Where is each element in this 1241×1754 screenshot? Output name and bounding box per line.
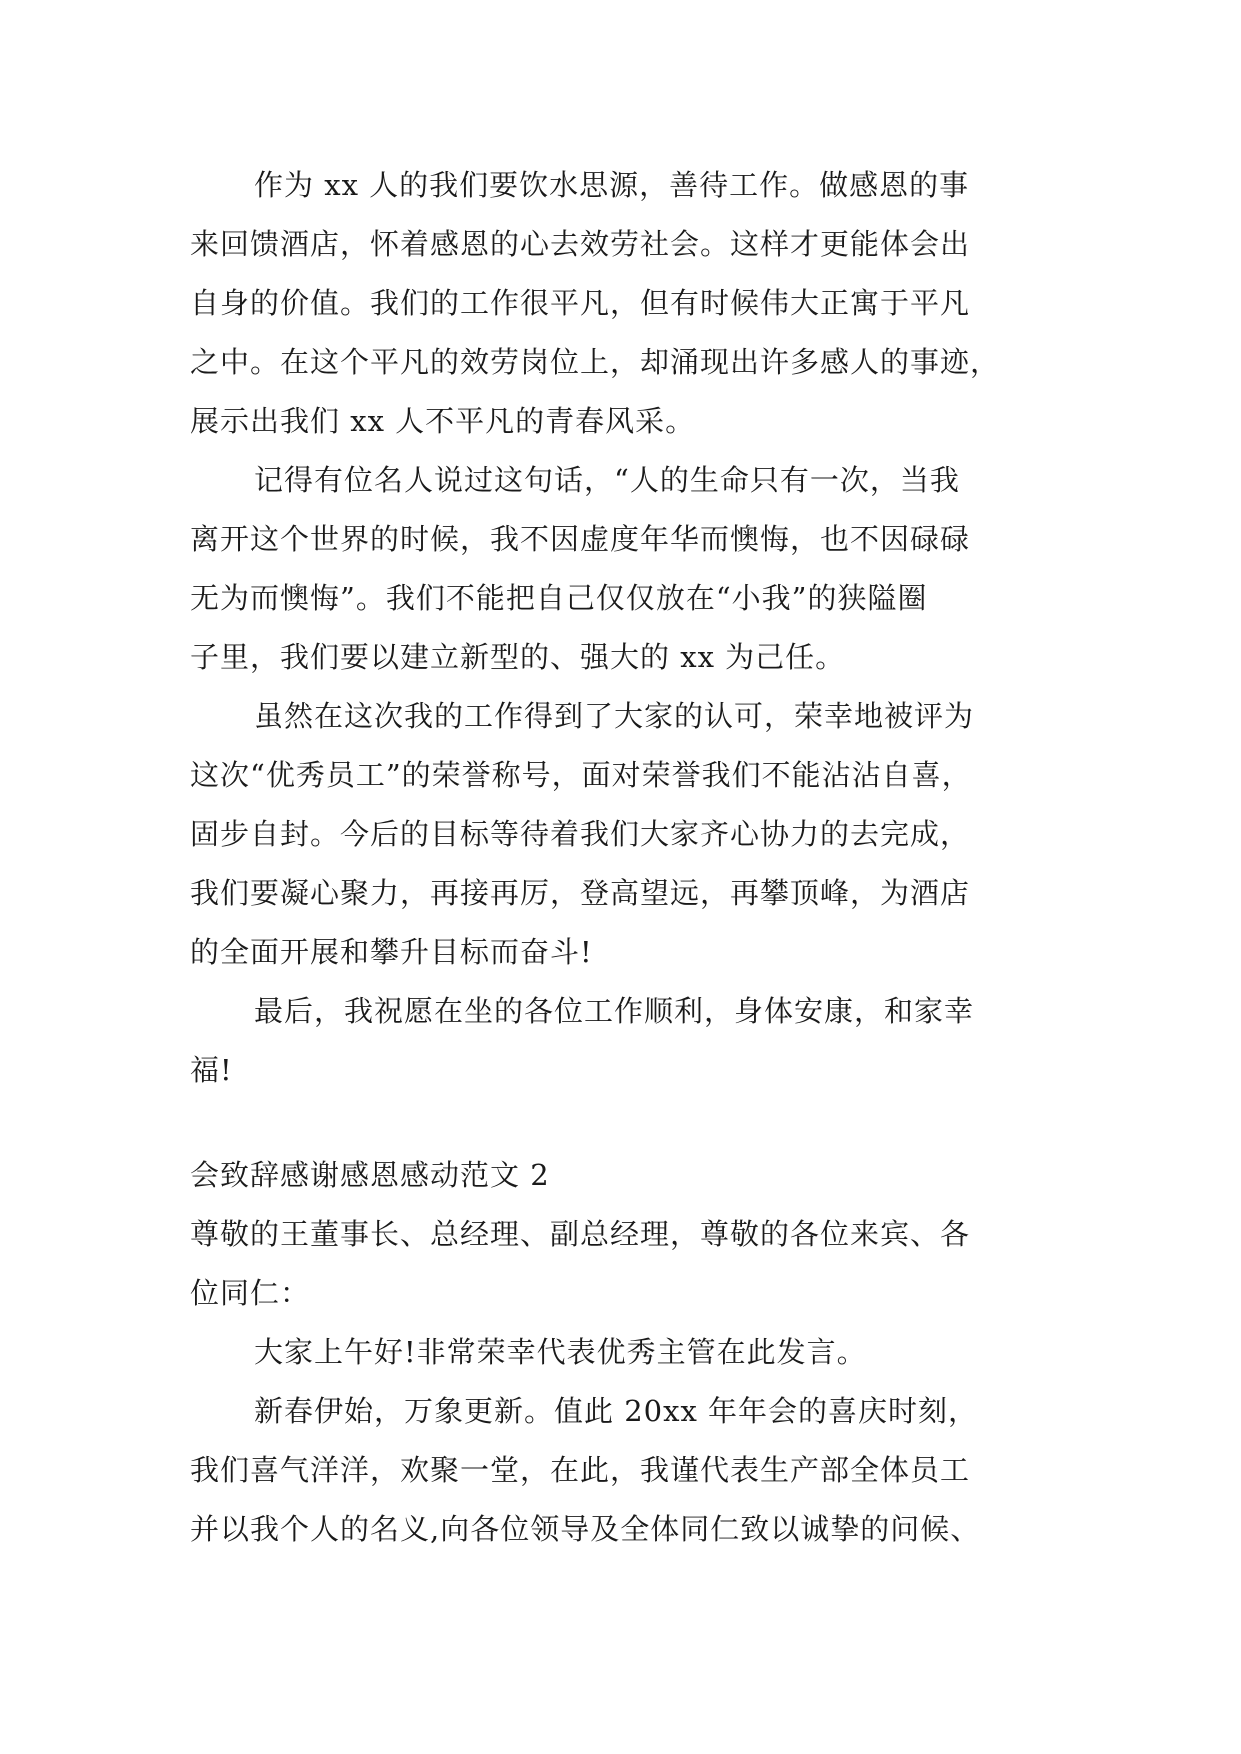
text-line: 离开这个世界的时候，我不因虚度年华而懊悔，也不因碌碌 (190, 522, 971, 556)
text-line: 这次“优秀员工”的荣誉称号，面对荣誉我们不能沾沾自喜， (190, 758, 972, 792)
text-line: 虽然在这次我的工作得到了大家的认可，荣幸地被评为 (254, 699, 975, 733)
text-line: 福! (190, 1053, 233, 1087)
text-line: 来回馈酒店，怀着感恩的心去效劳社会。这样才更能体会出 (190, 227, 971, 261)
text-line: 新春伊始，万象更新。值此 20xx 年年会的喜庆时刻， (254, 1394, 979, 1428)
text-line: 固步自封。今后的目标等待着我们大家齐心协力的去完成， (190, 817, 971, 851)
text-line: 并以我个人的名义,向各位领导及全体同仁致以诚挚的问候、 (190, 1512, 981, 1546)
text-line: 大家上午好!非常荣幸代表优秀主管在此发言。 (254, 1335, 867, 1369)
text-line: 位同仁： (190, 1276, 311, 1310)
text-line: 子里，我们要以建立新型的、强大的 xx 为己任。 (190, 640, 846, 674)
text-line: 记得有位名人说过这句话，“人的生命只有一次，当我 (254, 463, 960, 497)
text-line: 尊敬的王董事长、总经理、副总经理，尊敬的各位来宾、各 (190, 1217, 971, 1251)
text-line: 无为而懊悔”。我们不能把自己仅仅放在“小我”的狭隘圈 (190, 581, 928, 615)
text-line: 自身的价值。我们的工作很平凡，但有时候伟大正寓于平凡 (190, 286, 971, 320)
text-line: 作为 xx 人的我们要饮水思源，善待工作。做感恩的事 (254, 168, 970, 202)
text-line: 展示出我们 xx 人不平凡的青春风采。 (190, 404, 696, 438)
text-line: 我们喜气洋洋，欢聚一堂，在此，我谨代表生产部全体员工 (190, 1453, 971, 1487)
text-line: 我们要凝心聚力，再接再厉，登高望远，再攀顶峰，为酒店 (190, 876, 971, 910)
section-heading: 会致辞感谢感恩感动范文 2 (190, 1158, 550, 1192)
text-line: 之中。在这个平凡的效劳岗位上，却涌现出许多感人的事迹， (190, 345, 1001, 379)
text-line: 最后，我祝愿在坐的各位工作顺利，身体安康，和家幸 (254, 994, 975, 1028)
text-line: 的全面开展和攀升目标而奋斗! (190, 935, 593, 969)
